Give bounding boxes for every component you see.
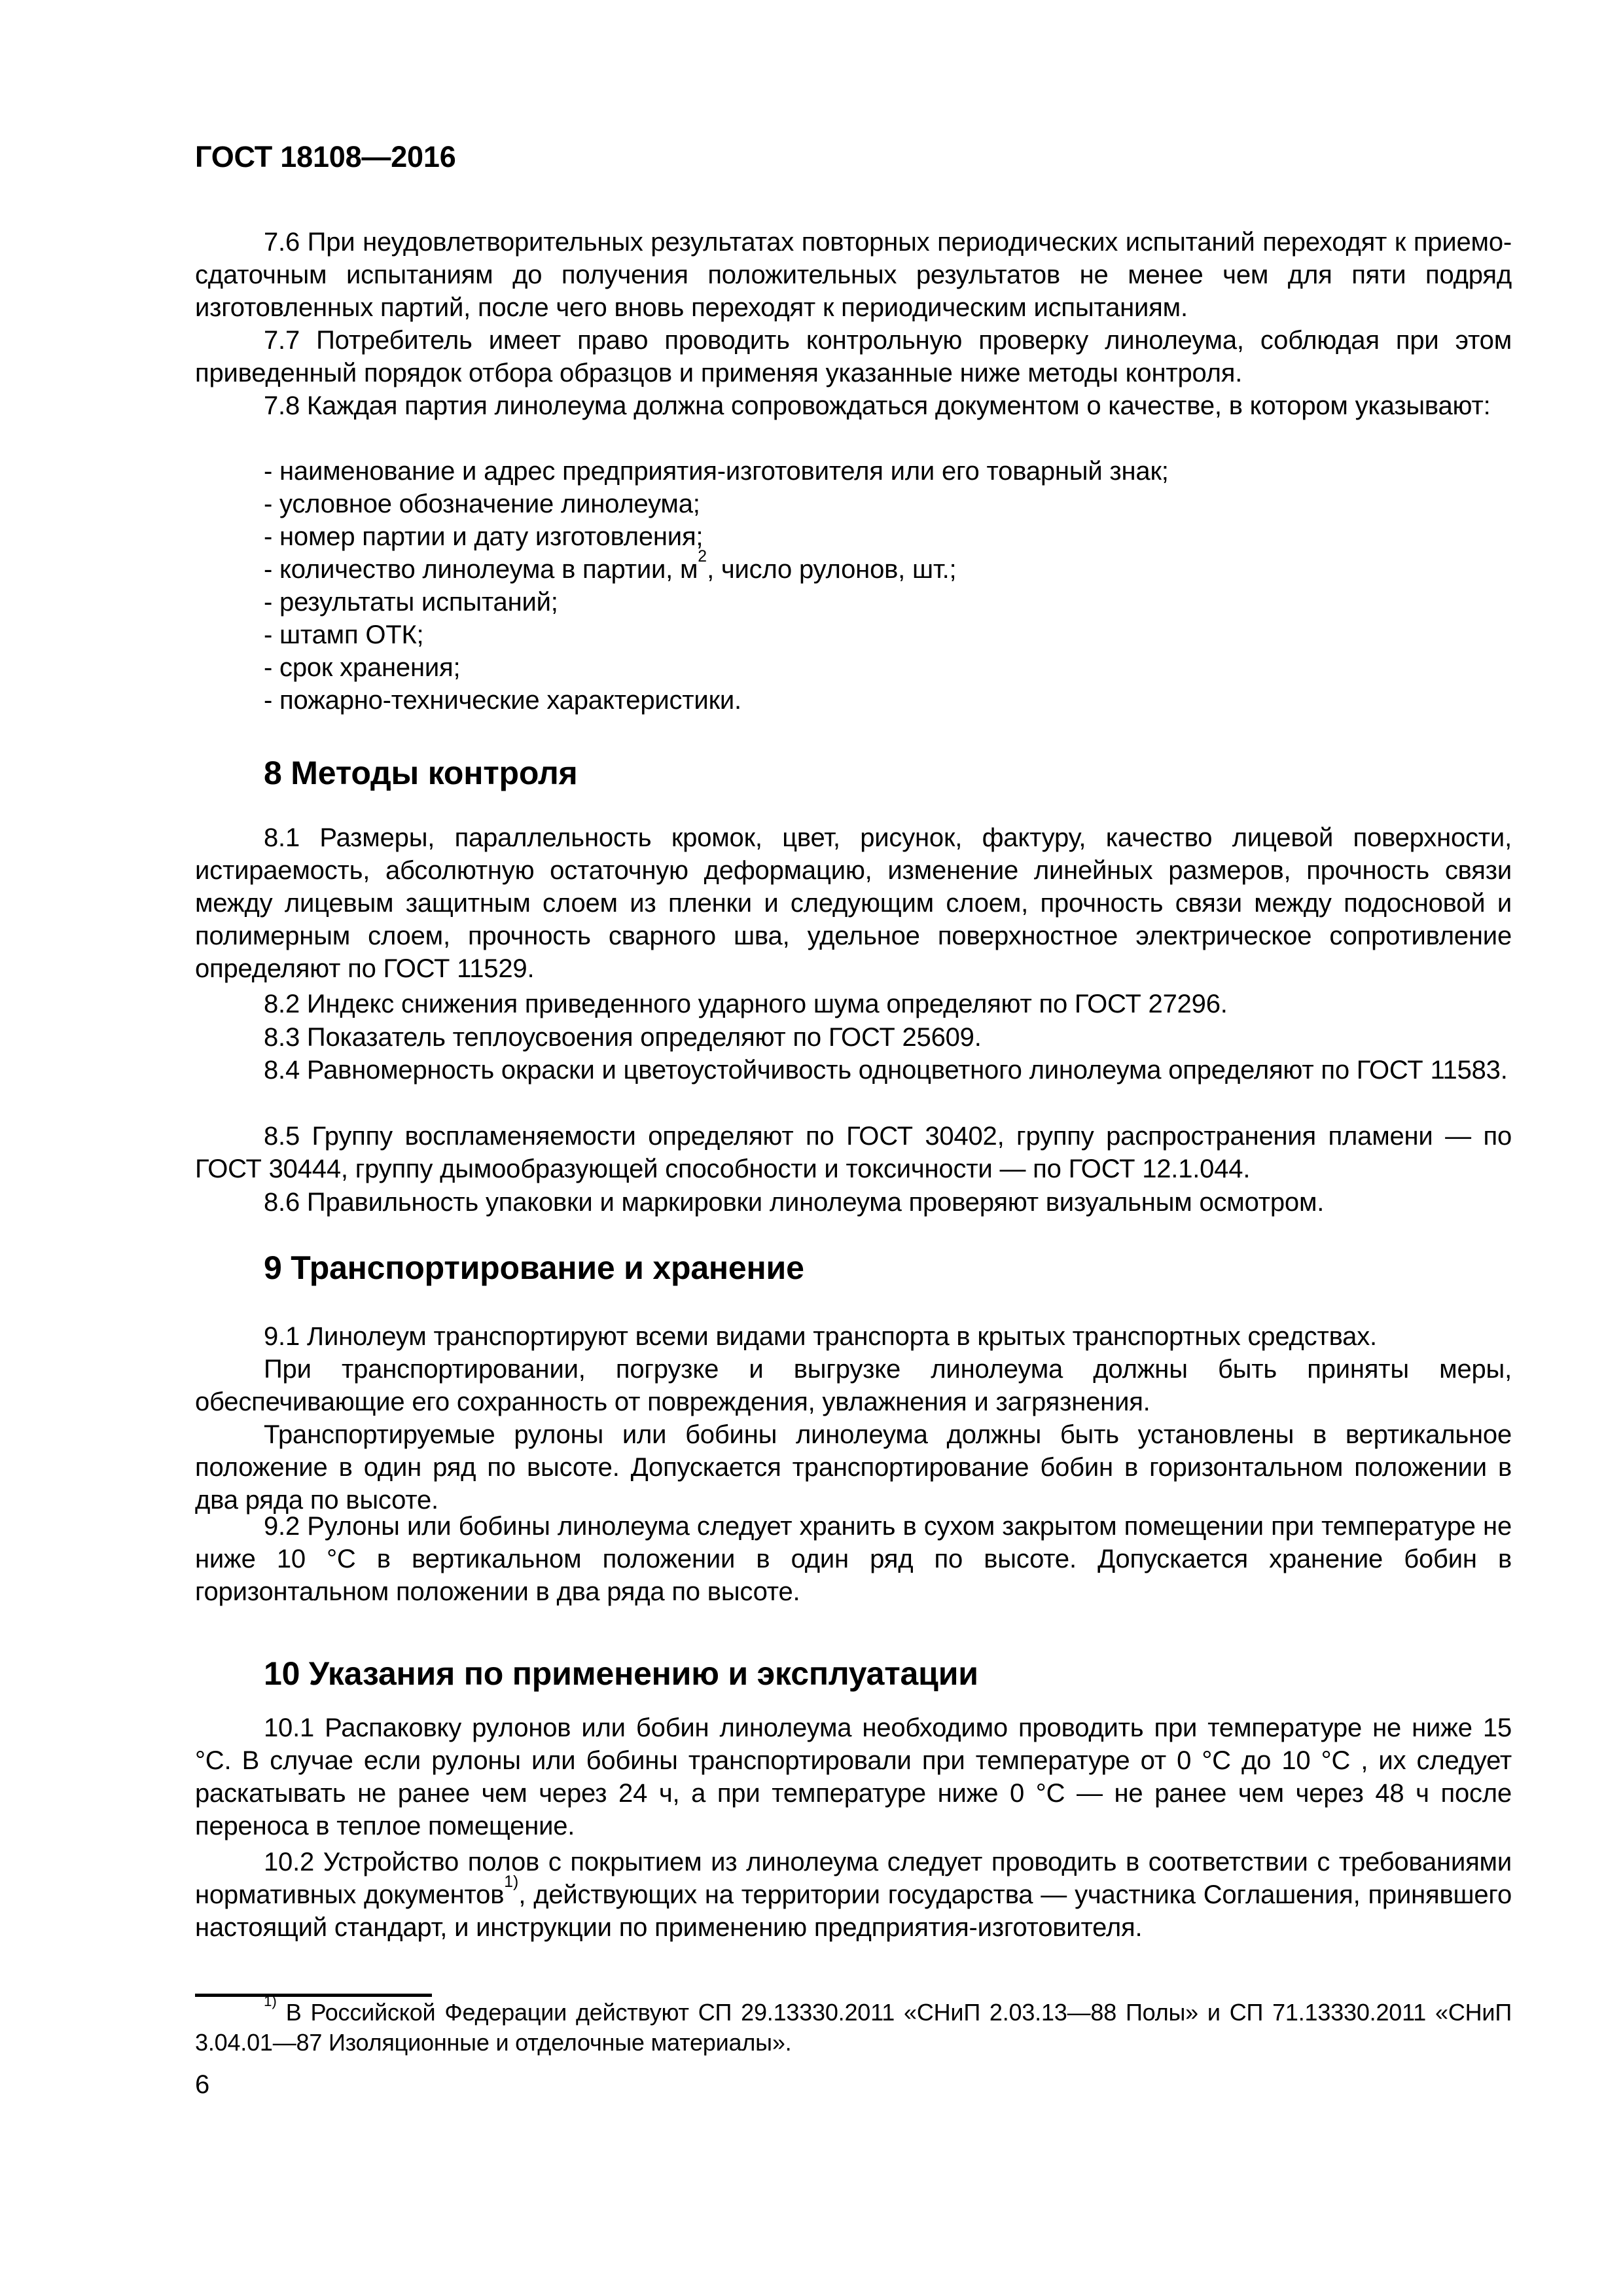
list-item: - наименование и адрес предприятия-изготовителя или его товарный знак; (264, 457, 1169, 486)
paragraph-8-4: 8.4 Равномерность окраски и цветоустойчивость одноцветного линолеума определяют по ГОСТ 11583. (264, 1056, 1508, 1085)
section-9-heading: 9 Транспортирование и хранение (264, 1249, 804, 1286)
paragraph-9-1b: При транспортировании, погрузке и выгрузке линолеума должны быть приняты меры, обеспечивающие его сохранность от повреждения, увлажнения и загрязнения. (195, 1355, 1512, 1416)
list-item: - результаты испытаний; (264, 588, 558, 617)
list-item: - количество линолеума в партии, $м^2$, число рулонов, шт.; (264, 548, 957, 584)
paragraph-10-2: 10.2 Устройство полов с покрытием из линолеума следует проводить в соответствии с требованиями нормативных документов$^{1)}$, действующих на территории государства — участника Соглашения, принявшего настоящий стандарт, и инструкции по применению предприятия-изготовителя. (195, 1848, 1512, 1942)
list-item: - штамп ОТК; (264, 620, 424, 649)
section-10-heading: 10 Указания по применению и эксплуатации (264, 1655, 978, 1692)
paragraph-8-5: 8.5 Группу воспламеняемости определяют по ГОСТ 30402, группу распространения пламени — по ГОСТ 30444, группу дымообразующей способности и токсичности — по ГОСТ 12.1.044. (195, 1122, 1512, 1183)
section-8-heading: 8 Методы контроля (264, 755, 578, 791)
paragraph-7-8: 7.8 Каждая партия линолеума должна сопровождаться документом о качестве, в котором указывают: (264, 391, 1491, 420)
page-number: 6 (195, 2070, 210, 2099)
paragraph-7-7: 7.7 Потребитель имеет право проводить контрольную проверку линолеума, соблюдая при этом приведенный порядок отбора образцов и применяя указанные ниже методы контроля. (195, 326, 1512, 387)
list-item: - номер партии и дату изготовления; (264, 522, 704, 551)
paragraph-8-1: 8.1 Размеры, параллельность кромок, цвет, рисунок, фактуру, качество лицевой поверхности, истираемость, абсолютную остаточную деформацию, изменение линейных размеров, прочность связи между лицевым защитным слоем из пленки и следующим слоем, прочность связи между подосновой и полимерным слоем, прочность сварного шва, удельное поверхностное электрическое сопротивление определяют по ГОСТ 11529. (195, 823, 1512, 983)
doc-code-header: ГОСТ 18108—2016 (195, 140, 456, 173)
paragraph-8-3: 8.3 Показатель теплоусвоения определяют по ГОСТ 25609. (264, 1023, 982, 1052)
list-item: - условное обозначение линолеума; (264, 490, 700, 518)
paragraph-8-6: 8.6 Правильность упаковки и маркировки линолеума проверяют визуальным осмотром. (264, 1188, 1325, 1217)
paragraph-9-1c: Транспортируемые рулоны или бобины линолеума должны быть установлены в вертикальное положение в один ряд по высоте. Допускается транспортирование бобин в горизонтальном положении в два ряда по высоте. (195, 1420, 1512, 1515)
quality-document-list (195, 455, 1512, 717)
paragraph-9-1a: 9.1 Линолеум транспортируют всеми видами транспорта в крытых транспортных средствах. (264, 1322, 1377, 1351)
paragraph-7-6: 7.6 При неудовлетворительных результатах повторных периодических испытаний переходят к приемо-сдаточным испытаниям до получения положительных результатов не менее чем для пяти подряд изготовленных партий, после чего вновь переходят к периодическим испытаниям. (195, 228, 1512, 322)
list-item: - пожарно-технические характеристики. (264, 686, 741, 715)
footnote-separator (195, 1994, 432, 1997)
footnote: $^{1)}$ В Российской Федерации действуют СП 29.13330.2011 «СНиП 2.03.13—88 Полы» и СП 71.13330.2011 «СНиП 3.04.01—87 Изоляционные и отделочные материалы». (195, 1992, 1512, 2056)
paragraph-8-2: 8.2 Индекс снижения приведенного ударного шума определяют по ГОСТ 27296. (264, 990, 1228, 1018)
paragraph-10-1: 10.1 Распаковку рулонов или бобин линолеума необходимо проводить при температуре не ниже 15 °С. В случае если рулоны или бобины транспортировали при температуре от 0 °С до 10 °С , их следует раскатывать не ранее чем через 24 ч, а при температуре ниже 0 °С — не ранее чем через 48 ч после переноса в теплое помещение. (195, 1713, 1512, 1840)
paragraph-9-2: 9.2 Рулоны или бобины линолеума следует хранить в сухом закрытом помещении при температуре не ниже 10 °С в вертикальном положении в один ряд по высоте. Допускается хранение бобин в горизонтальном положении в два ряда по высоте. (195, 1512, 1512, 1606)
list-item: - срок хранения; (264, 653, 461, 682)
